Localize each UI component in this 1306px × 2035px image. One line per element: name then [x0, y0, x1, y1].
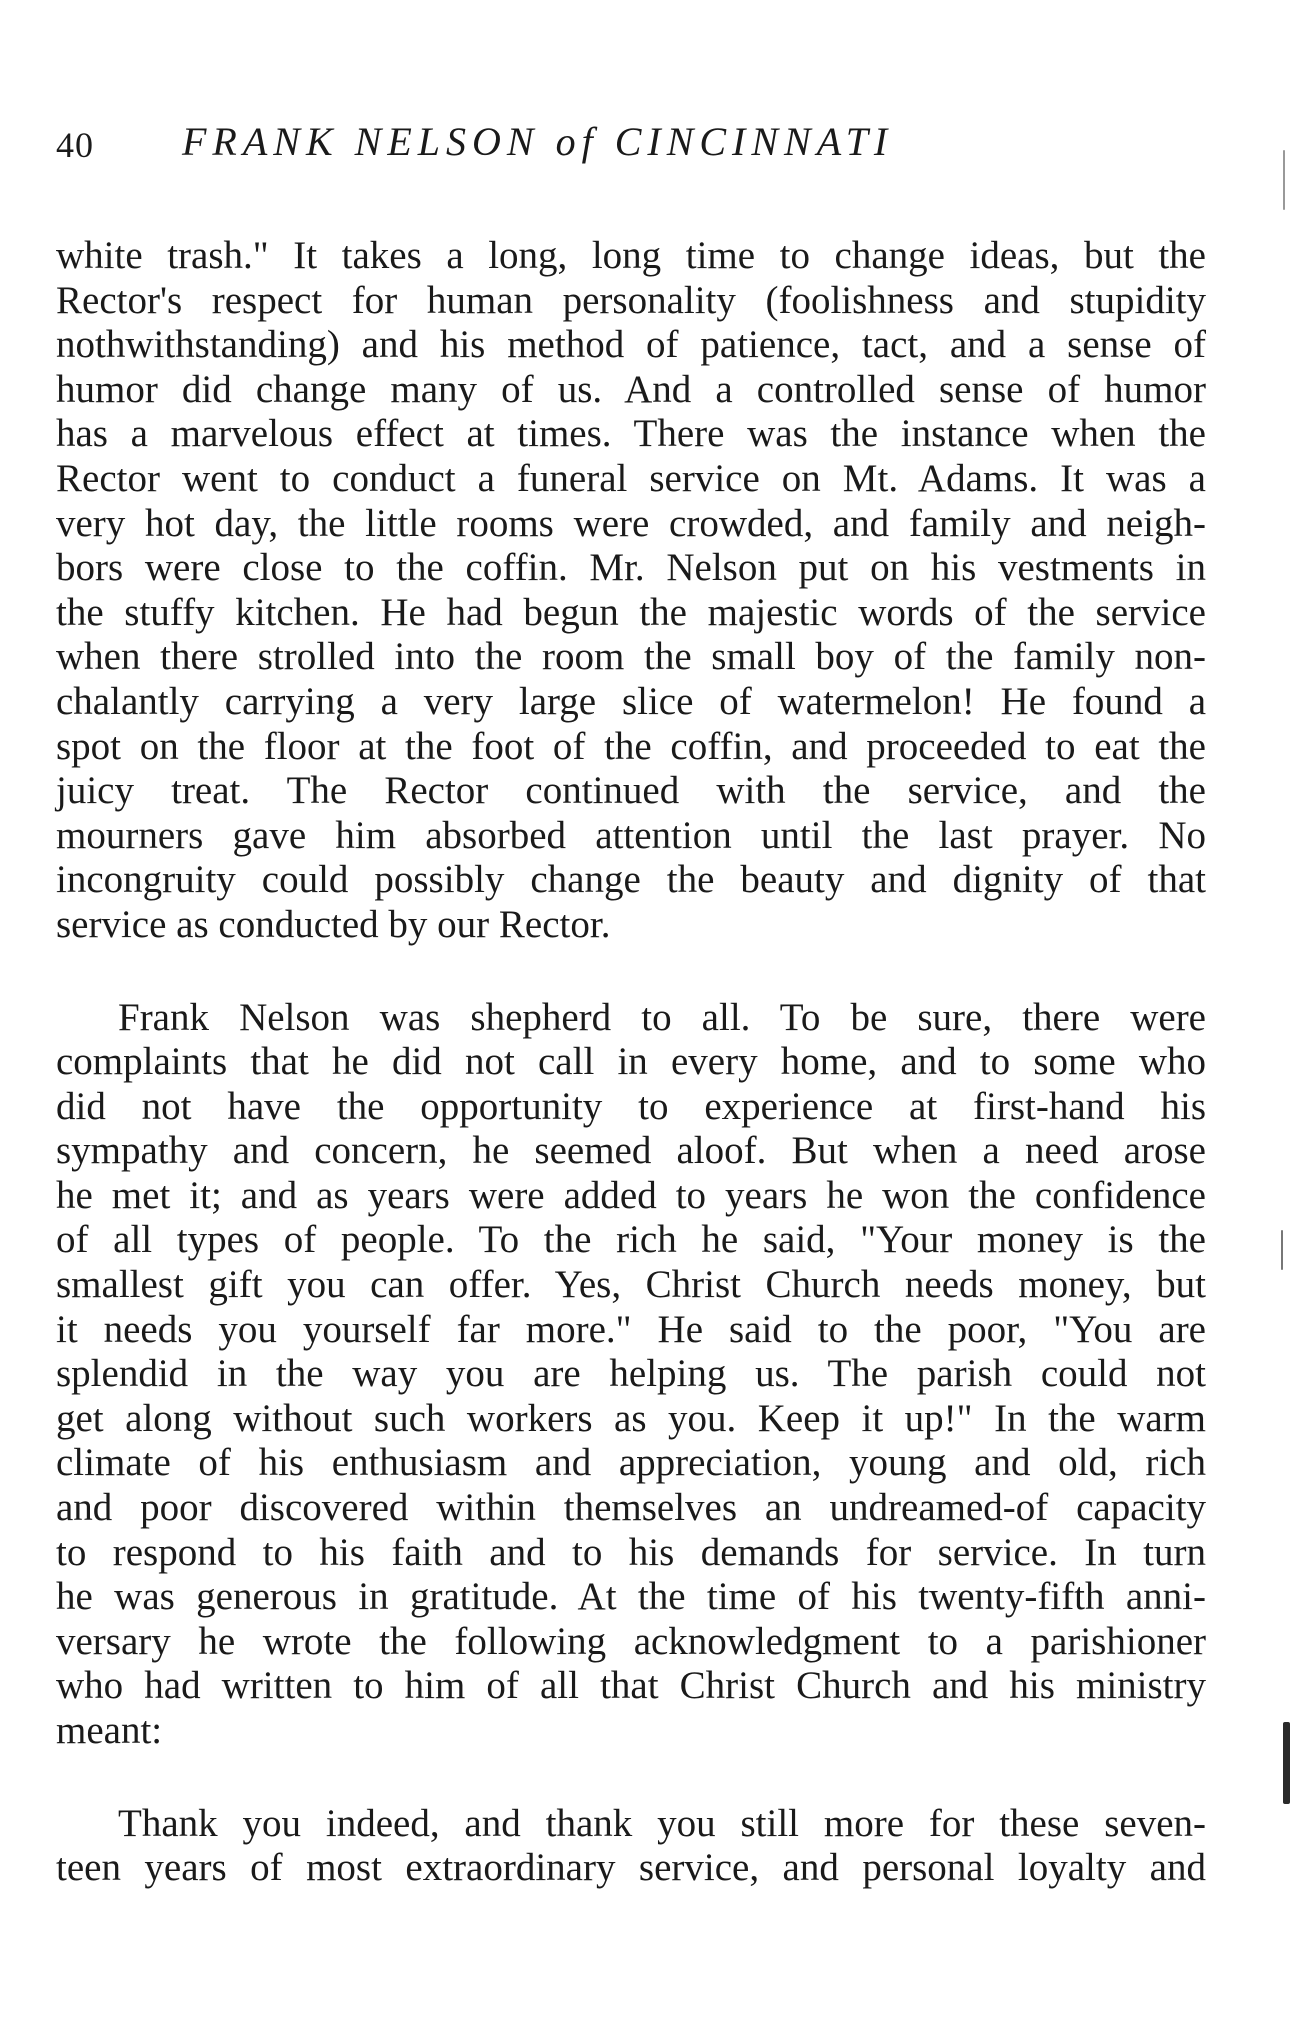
text-line: it needs you yourself far more." He said to the poor, "You are [56, 1307, 1206, 1351]
text-line: he met it; and as years were added to years he won the confidence [56, 1173, 1206, 1217]
text-line: bors were close to the coffin. Mr. Nelson put on his vestments in [56, 546, 1206, 590]
text-line: and poor discovered within themselves an undreamed-of capacity [56, 1486, 1206, 1530]
text-line: mourners gave him absorbed attention until the last prayer. No [56, 813, 1206, 857]
text-line: sympathy and concern, he seemed aloof. But when a need arose [56, 1129, 1206, 1173]
text-line: the stuffy kitchen. He had begun the majestic words of the service [56, 590, 1206, 634]
text-line: get along without such workers as you. Keep it up!" In the warm [56, 1396, 1206, 1440]
text-line: splendid in the way you are helping us. The parish could not [56, 1352, 1206, 1396]
text-line: Rector's respect for human personality (foolishness and stupidity [56, 278, 1206, 322]
text-line: of all types of people. To the rich he said, "Your money is the [56, 1218, 1206, 1262]
text-line: complaints that he did not call in every home, and to some who [56, 1040, 1206, 1084]
text-line: who had written to him of all that Christ Church and his ministry [56, 1664, 1206, 1708]
page-number: 40 [56, 125, 94, 165]
text-line: nothwithstanding) and his method of patience, tact, and a sense of [56, 323, 1206, 367]
text-line: smallest gift you can offer. Yes, Christ Church needs money, but [56, 1263, 1206, 1307]
scan-edge-mark [1283, 150, 1285, 210]
text-line: has a marvelous effect at times. There was the instance when the [56, 412, 1206, 456]
text-line: climate of his enthusiasm and appreciation, young and old, rich [56, 1441, 1206, 1485]
text-line: Thank you indeed, and thank you still more for these seven- [118, 1801, 1206, 1845]
running-title: FRANK NELSON of CINCINNATI [182, 119, 894, 164]
text-line: versary he wrote the following acknowledgment to a parishioner [56, 1619, 1206, 1663]
text-line: juicy treat. The Rector continued with the service, and the [56, 769, 1206, 813]
text-line: did not have the opportunity to experience at first-hand his [56, 1084, 1206, 1128]
paragraph-2 [56, 996, 1206, 1754]
text-line: humor did change many of us. And a controlled sense of humor [56, 367, 1206, 411]
paragraph-1 [56, 234, 1206, 948]
text-line: Rector went to conduct a funeral service on Mt. Adams. It was a [56, 456, 1206, 500]
text-line: Frank Nelson was shepherd to all. To be sure, there were [118, 995, 1206, 1039]
text-line: when there strolled into the room the small boy of the family non- [56, 635, 1206, 679]
paragraph-spacer [56, 1754, 1206, 1802]
text-line: to respond to his faith and to his demands for service. In turn [56, 1530, 1206, 1574]
text-line: teen years of most extraordinary service, and personal loyalty and [56, 1846, 1206, 1890]
text-line: he was generous in gratitude. At the time of his twenty-fifth anni- [56, 1575, 1206, 1619]
running-head [56, 118, 1206, 178]
text-line: spot on the floor at the foot of the coffin, and proceeded to eat the [56, 724, 1206, 768]
text-line: white trash." It takes a long, long time to change ideas, but the [56, 234, 1206, 277]
text-line: meant: [56, 1709, 163, 1752]
text-line: very hot day, the little rooms were crowded, and family and neigh- [56, 501, 1206, 545]
scan-edge-mark [1283, 1722, 1290, 1804]
paragraph-3 [56, 1802, 1206, 1891]
text-line: service as conducted by our Rector. [56, 902, 611, 946]
text-line: incongruity could possibly change the beauty and dignity of that [56, 858, 1206, 902]
scan-edge-mark [1281, 1230, 1283, 1270]
paragraph-spacer [56, 948, 1206, 996]
text-line: chalantly carrying a very large slice of watermelon! He found a [56, 679, 1206, 723]
body-text [56, 234, 1206, 1891]
